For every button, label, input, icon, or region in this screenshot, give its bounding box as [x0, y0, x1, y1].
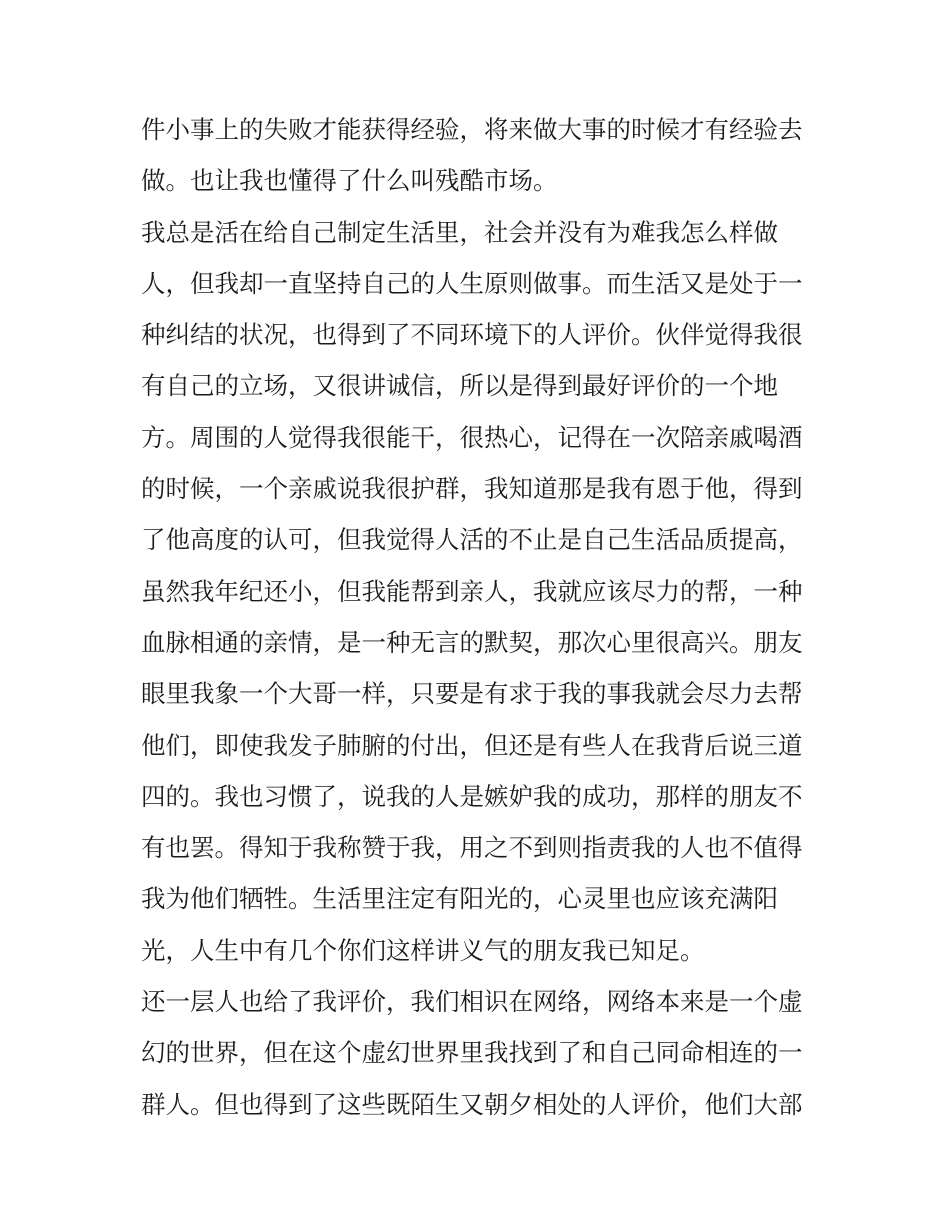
text-line: 我总是活在给自己制定生活里，社会并没有为难我怎么样做 — [141, 217, 778, 247]
text-line: 幻的世界，但在这个虚幻世界里我找到了和自己同命相连的一 — [141, 1038, 803, 1068]
body-text — [141, 104, 821, 1130]
text-line: 有自己的立场，又很讲诚信，所以是得到最好评价的一个地 — [141, 371, 778, 401]
text-line: 种纠结的状况，也得到了不同环境下的人评价。伙伴觉得我很 — [141, 320, 803, 350]
text-line: 的时候，一个亲戚说我很护群，我知道那是我有恩于他，得到 — [141, 474, 803, 504]
text-line: 光，人生中有几个你们这样讲义气的朋友我已知足。 — [141, 935, 705, 965]
text-line: 眼里我象一个大哥一样，只要是有求于我的事我就会尽力去帮 — [141, 679, 803, 709]
text-line: 方。周围的人觉得我很能干，很热心，记得在一次陪亲戚喝酒 — [141, 422, 803, 452]
text-line: 四的。我也习惯了，说我的人是嫉妒我的成功，那样的朋友不 — [141, 781, 803, 811]
text-line: 我为他们牺牲。生活里注定有阳光的，心灵里也应该充满阳 — [141, 884, 778, 914]
text-line: 做。也让我也懂得了什么叫残酷市场。 — [141, 166, 558, 196]
text-line: 他们，即使我发子肺腑的付出，但还是有些人在我背后说三道 — [141, 730, 803, 760]
text-line: 群人。但也得到了这些既陌生又朝夕相处的人评价，他们大部 — [141, 1089, 803, 1119]
text-line: 血脉相通的亲情，是一种无言的默契，那次心里很高兴。朋友 — [141, 627, 803, 657]
text-line: 件小事上的失败才能获得经验，将来做大事的时候才有经验去 — [141, 115, 803, 144]
text-line: 虽然我年纪还小，但我能帮到亲人，我就应该尽力的帮，一种 — [141, 576, 803, 606]
text-line: 了他高度的认可，但我觉得人活的不止是自己生活品质提高， — [141, 525, 803, 555]
text-line: 有也罢。得知于我称赞于我，用之不到则指责我的人也不值得 — [141, 833, 803, 863]
text-line: 人，但我却一直坚持自己的人生原则做事。而生活又是处于一 — [141, 268, 803, 298]
text-line: 还一层人也给了我评价，我们相识在网络，网络本来是一个虚 — [141, 987, 803, 1017]
